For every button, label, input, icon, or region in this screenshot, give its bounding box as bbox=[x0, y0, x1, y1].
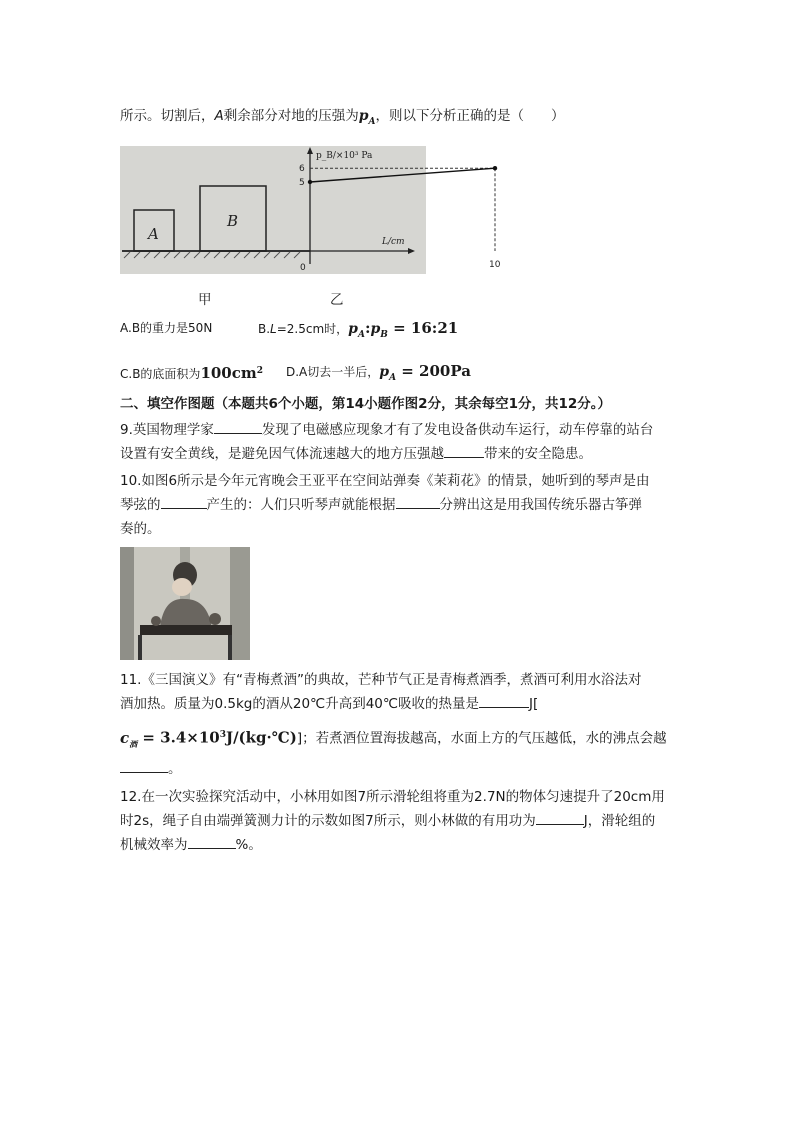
q8-option-a: A.B的重力是50N bbox=[120, 321, 213, 335]
q9-line1: 9.英国物理学家 发现了电磁感应现象才有了发电设备供动车运行，动车停靠的站台 bbox=[120, 422, 654, 438]
data-point bbox=[308, 180, 312, 184]
q12-line2: 时2s，绳子自由端弹簧测力计的示数如图7所示，则小林做的有用功为 J，滑轮组的 bbox=[120, 813, 656, 829]
figure6-photo bbox=[120, 547, 250, 660]
q11-line1: 11.《三国演义》有“青梅煮酒”的典故，芒种节气正是青梅煮酒季，煮酒可利用水浴法对 bbox=[120, 672, 642, 688]
q10-line2: 琴弦的 产生的：人们只听琴声就能根据 分辨出这是用我国传统乐器古筝弹 bbox=[120, 497, 642, 513]
section2-title: 二、填空作图题（本题共6个小题，第14小题作图2分，其余每空1分，共12分。） bbox=[120, 396, 612, 412]
x-tick-label: 10 bbox=[489, 260, 501, 270]
figure-blocks-chart bbox=[120, 146, 501, 274]
q12-line3: 机械效率为 %。 bbox=[120, 837, 262, 853]
q12-line1: 12.在一次实验探究活动中，小林用如图7所示滑轮组将重为2.7N的物体匀速提升了20cm用 bbox=[120, 789, 665, 805]
ground-hatch bbox=[124, 252, 300, 258]
caption-yi: 乙 bbox=[330, 292, 344, 308]
data-point bbox=[493, 166, 497, 170]
q11-line4: 。 bbox=[120, 759, 182, 779]
x-axis-arrow bbox=[408, 248, 415, 254]
y-tick-label: 6 bbox=[299, 164, 305, 175]
photo-svg bbox=[120, 547, 250, 660]
x-axis-label: L/cm bbox=[382, 237, 405, 247]
figure-svg bbox=[120, 146, 501, 274]
q8-option-c: C.B的底面积为$100cm^2$ bbox=[120, 364, 264, 382]
q10-line1: 10.如图6所示是今年元宵晚会王亚平在空间站弹奏《茉莉花》的情景，她听到的琴声是由 bbox=[120, 473, 650, 489]
caption-jia: 甲 bbox=[198, 292, 212, 308]
q8-intro: 所示。切割后，A剩余部分对地的压强为$p_A$，则以下分析正确的是（ ） bbox=[120, 108, 565, 127]
guzheng bbox=[140, 625, 232, 635]
y-axis-arrow bbox=[307, 147, 313, 154]
q10-line3: 奏的。 bbox=[120, 521, 161, 537]
q8-option-b: B.L=2.5cm时，$p_A:p_B$ = 16:21 bbox=[258, 319, 459, 340]
q11-line2: 酒加热。质量为0.5kg的酒从20℃升高到40℃吸收的热量是 J[ bbox=[120, 696, 539, 712]
y-tick-label: 5 bbox=[299, 178, 305, 188]
q9-line2: 设置有安全黄线，是避免因气体流速越大的地方压强越 带来的安全隐患。 bbox=[120, 446, 592, 462]
q11-line3: $c_酒$ = $3.4\times 10^3J/(kg\cdot℃)$]；若煮酒位置海拔越高，水面上方的气压越低，水的沸点会越 bbox=[120, 728, 667, 749]
chart-pb-vs-l bbox=[299, 147, 501, 273]
origin-label: 0 bbox=[300, 263, 306, 273]
block-b-label: B bbox=[227, 212, 239, 230]
series-line bbox=[310, 168, 495, 182]
y-axis-label: p_B/×10³ Pa bbox=[316, 151, 373, 161]
block-a-label: A bbox=[148, 225, 159, 243]
q8-option-d: D.A切去一半后，$p_A = 200Pa$ bbox=[286, 362, 471, 383]
